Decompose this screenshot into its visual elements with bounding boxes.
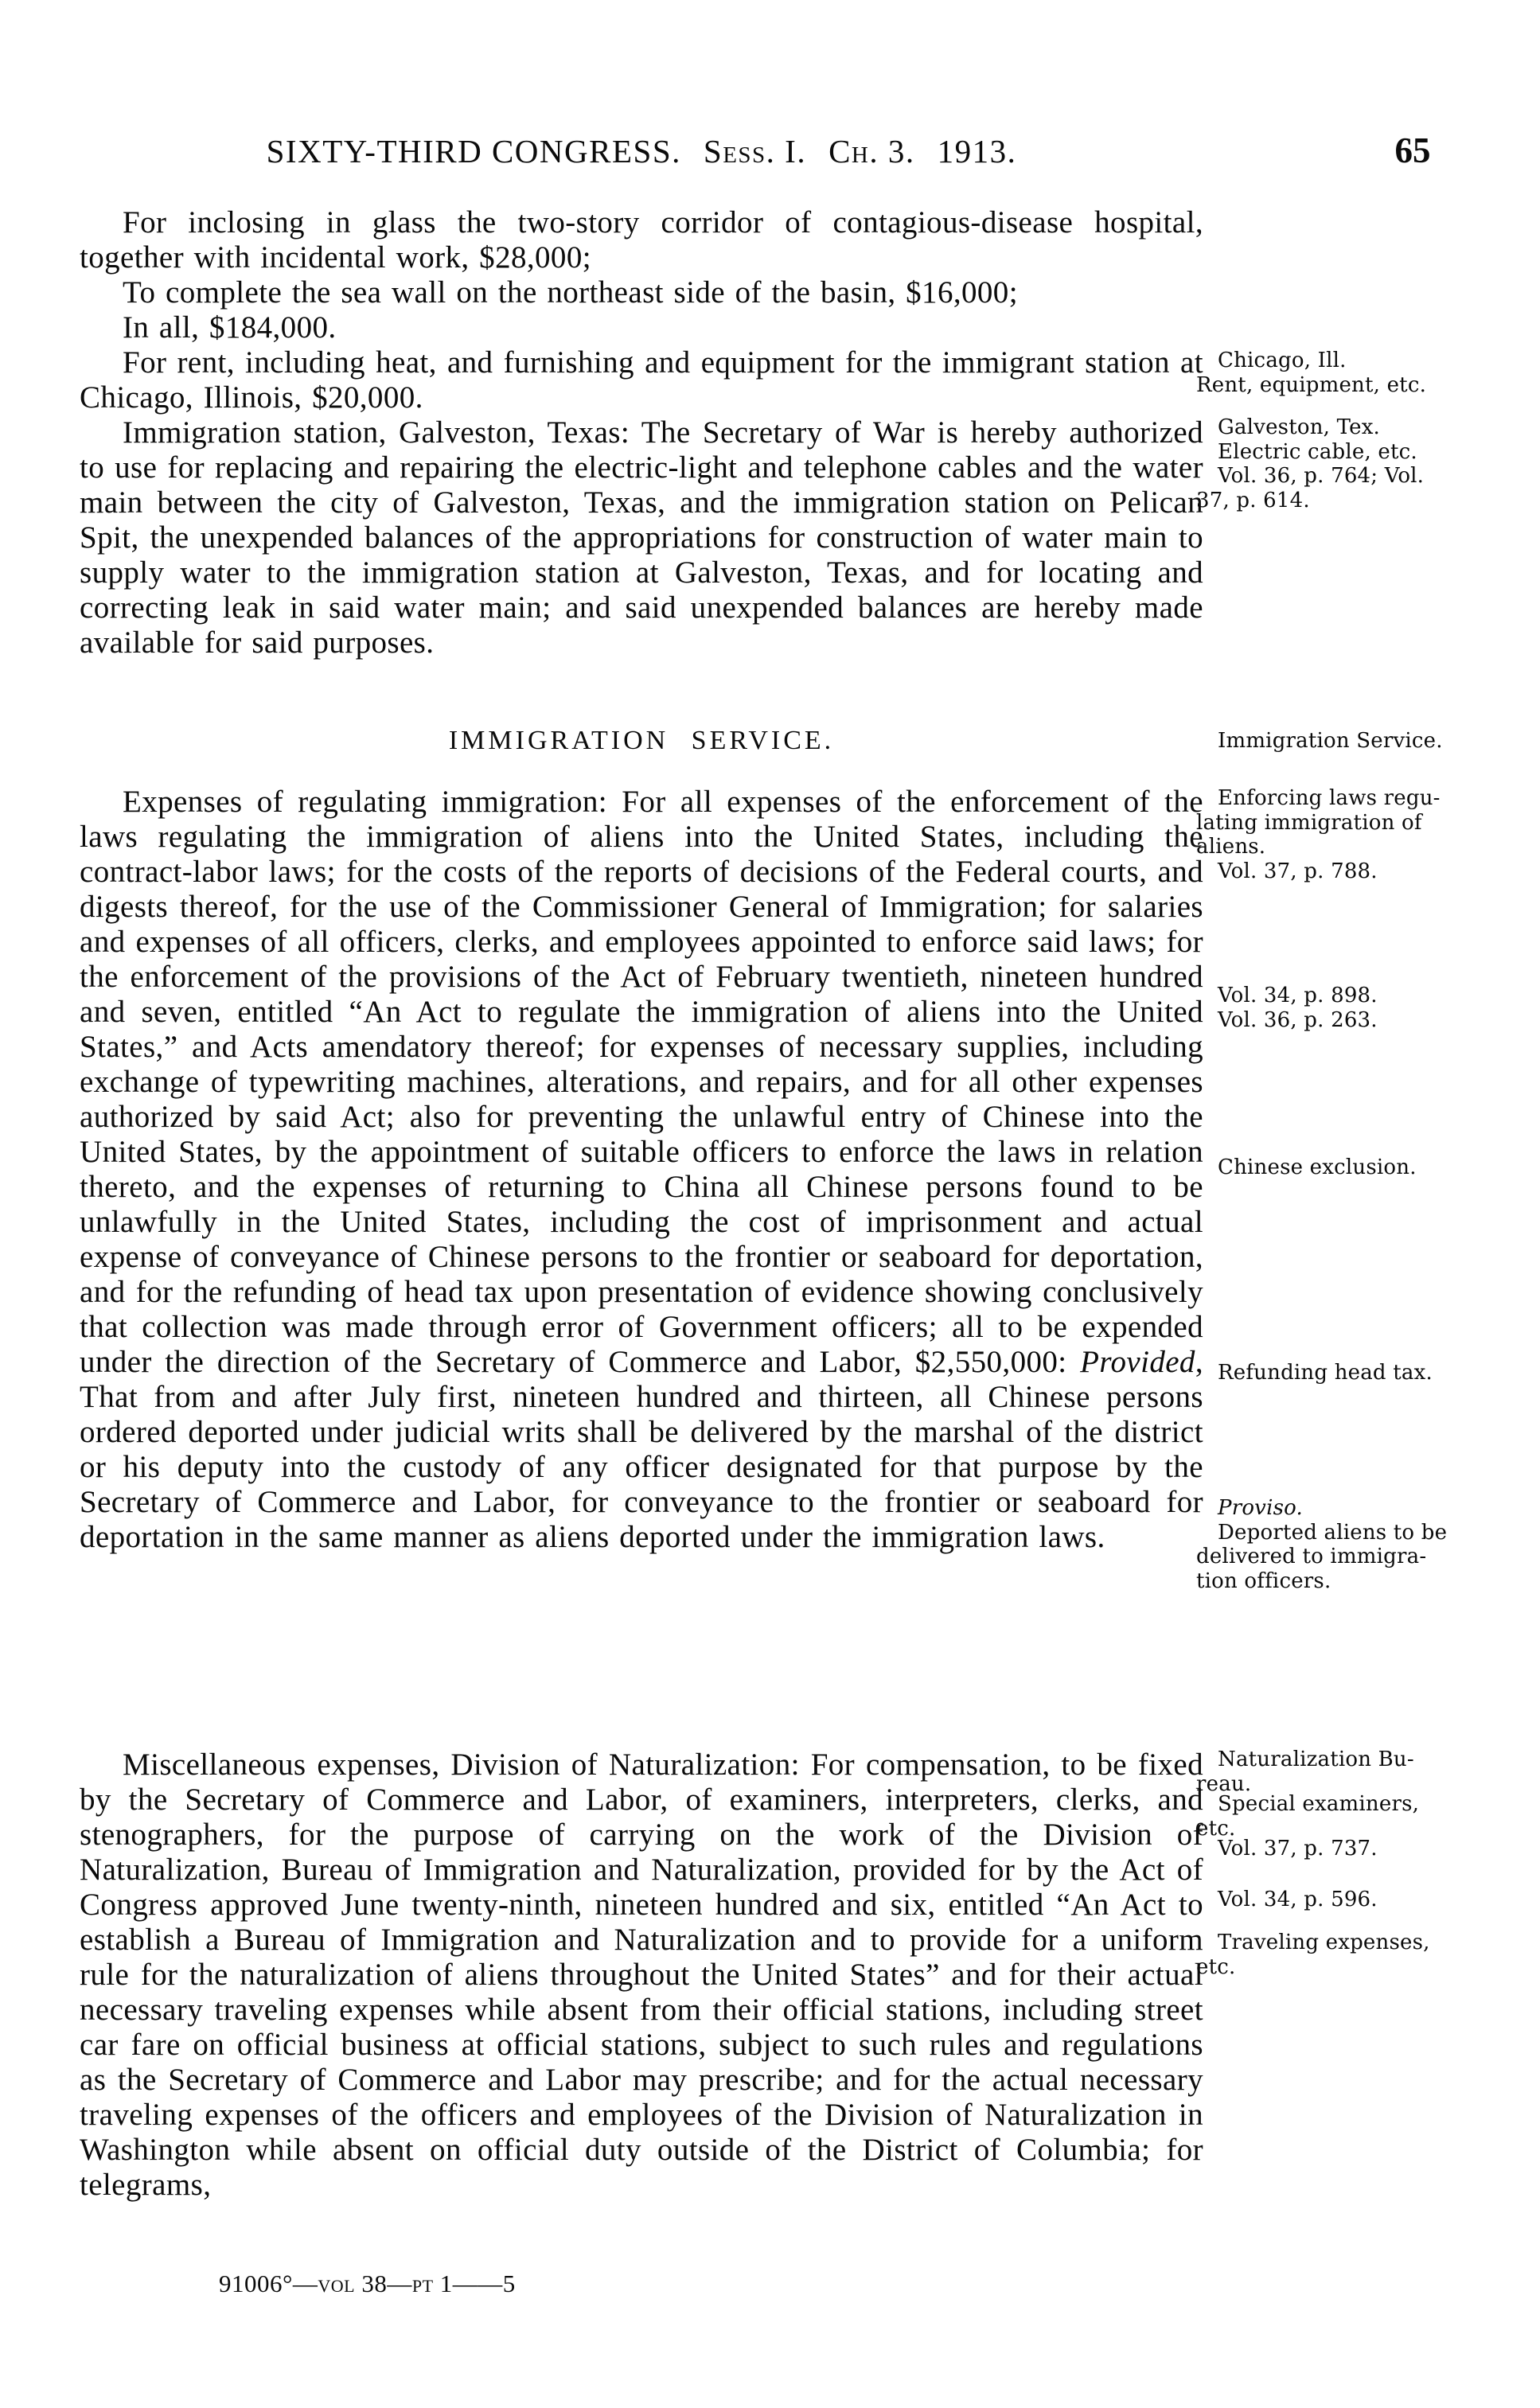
proviso-word: Provided — [1080, 1345, 1195, 1379]
paragraph-inclosing-glass: For inclosing in glass the two-story corridor of contagious-disease hospital, together with incidental work, $28,000; — [80, 205, 1203, 275]
margin-note-galveston — [1196, 415, 1534, 512]
margin-note-line: Immigration Service. — [1218, 729, 1443, 753]
margin-note-line: etc. — [1196, 1816, 1236, 1841]
print-signature-line: 91006°—vol 38—pt 1——5 — [219, 2270, 516, 2297]
margin-note-immigration-service — [1196, 729, 1534, 754]
immigration-expenses-block — [80, 785, 1203, 1555]
chapter-label: Ch. 3. — [828, 133, 915, 169]
margin-note-chicago — [1196, 349, 1534, 397]
margin-note-line: Enforcing laws regu- — [1218, 786, 1441, 810]
margin-note-naturalization-bureau — [1196, 1748, 1534, 1796]
margin-note-line: Vol. 37, p. 737. — [1218, 1837, 1378, 1861]
margin-note-line: Electric cable, etc. — [1218, 439, 1417, 464]
year-label: 1913. — [937, 133, 1017, 169]
margin-note-line: delivered to immigra- — [1196, 1545, 1427, 1568]
margin-note-refunding-head-tax — [1196, 1361, 1534, 1385]
intro-paragraphs — [80, 205, 1203, 660]
section-heading-immigration-service: IMMIGRATION SERVICE. — [448, 726, 835, 755]
margin-note-line: Proviso. — [1218, 1496, 1303, 1520]
paragraph-immigration-expenses — [80, 785, 1203, 1555]
margin-note-special-examiners — [1196, 1792, 1534, 1841]
margin-note-traveling-expenses — [1196, 1931, 1534, 1979]
margin-note-line: Deported aliens to be — [1218, 1520, 1448, 1545]
margin-note-line: Vol. 36, p. 764; Vol. — [1218, 464, 1425, 488]
immigration-text-before-proviso: Expenses of regulating immigration: For all expenses of the enforcement of the laws regulating the immigration of aliens into the United States, including the contract-labor laws; for the costs of the reports of decisions of the Federal courts, and digests thereof, for the use of the Commissioner General of Immigration; for salaries and expenses of all officers, clerks, and employees appointed to enforce said laws; for the enforcement of the provisions of the Act of February twentieth, nineteen hundred and seven, entitled “An Act to regulate the immigration of aliens into the United States,” and Acts amendatory thereof; for expenses of necessary supplies, including exchange of typewriting machines, alterations, and repairs, and for all other expenses authorized by said Act; also for preventing the unlawful entry of Chinese into the United States, by the appointment of suitable officers to enforce the laws in relation thereto, and the expenses of returning to China all Chinese persons found to be unlawfully in the United States, including the cost of imprisonment and actual expense of conveyance of Chinese persons to the frontier or seaboard for deportation, and for the refunding of head tax upon presentation of evidence showing conclusively that collection was made through error of Government officers; all to be expended under the direction of the Secretary of Commerce and Labor, $2,550,000: — [80, 785, 1203, 1379]
margin-note-line: Vol. 34, p. 898. — [1218, 984, 1378, 1007]
margin-note-line: lating immigration of — [1196, 810, 1422, 835]
paragraph-in-all-total: In all, $184,000. — [123, 310, 337, 345]
running-head — [80, 132, 1203, 170]
congress-title: SIXTY-THIRD CONGRESS. — [266, 133, 681, 169]
paragraph-chicago-rent: For rent, including heat, and furnishing and equipment for the immigrant station at Chicago, Illinois, $20,000. — [80, 345, 1203, 415]
margin-note-line: Naturalization Bu- — [1218, 1748, 1414, 1771]
margin-note-line: Vol. 37, p. 788. — [1218, 859, 1378, 883]
paragraph-galveston-station: Immigration station, Galveston, Texas: The Secretary of War is hereby authorized to use for replacing and repairing the electric-light and telephone cables and the water main between the city of Galveston, Texas, and the immigration station on Pelican Spit, the unexpended balances of the appropriations for construction of water main to supply water to the immigration station at Galveston, Texas, and for locating and correcting leak in said water main; and said unexpended balances are hereby made available for said purposes. — [80, 415, 1203, 660]
margin-note-line: Vol. 34, p. 596. — [1218, 1888, 1378, 1911]
margin-note-line: Refunding head tax. — [1218, 1361, 1433, 1385]
margin-note-line: 37, p. 614. — [1196, 488, 1310, 512]
margin-note-line: tion officers. — [1196, 1568, 1331, 1593]
margin-note-line: Traveling expenses, — [1218, 1931, 1430, 1954]
paragraph-naturalization-expenses: Miscellaneous expenses, Division of Naturalization: For compensation, to be fixed by the Secretary of Commerce and Labor, of examiners, interpreters, clerks, and stenographers, for the purpose of carrying on the work of the Division of Naturalization, Bureau of Immigration and Naturalization, provided for by the Act of Congress approved June twenty-ninth, nineteen hundred and six, entitled “An Act to establish a Bureau of Immigration and Naturalization and to provide for a uniform rule for the naturalization of aliens throughout the United States” and for their actual necessary traveling expenses while absent from their official stations, including street car fare on official business at official stations, subject to such rules and regulations as the Secretary of Commerce and Labor may prescribe; and for the actual necessary traveling expenses of the officers and employees of the Division of Naturalization in Washington while absent on official duty outside of the District of Columbia; for telegrams, — [80, 1748, 1203, 2202]
margin-note-line: etc. — [1196, 1954, 1236, 1979]
margin-note-line: Galveston, Tex. — [1218, 415, 1381, 439]
margin-note-line: aliens. — [1196, 835, 1266, 859]
margin-note-line: Chinese exclusion. — [1218, 1155, 1417, 1179]
margin-note-vol-37-737 — [1196, 1837, 1534, 1861]
margin-note-proviso-deported-aliens — [1196, 1496, 1534, 1593]
margin-note-line: Chicago, Ill. — [1218, 349, 1347, 372]
margin-note-vol-34-596 — [1196, 1888, 1534, 1912]
paragraph-sea-wall: To complete the sea wall on the northeast side of the basin, $16,000; — [123, 275, 1018, 310]
margin-note-line: Special examiners, — [1218, 1792, 1420, 1816]
page-number: 65 — [1394, 131, 1431, 170]
margin-note-vol-citations — [1196, 984, 1534, 1032]
margin-note-line: Rent, equipment, etc. — [1196, 372, 1427, 397]
margin-note-chinese-exclusion — [1196, 1155, 1534, 1180]
margin-note-line: Vol. 36, p. 263. — [1218, 1007, 1378, 1032]
margin-note-line: reau. — [1196, 1771, 1252, 1796]
naturalization-expenses-block — [80, 1748, 1203, 2203]
immigration-text-after-proviso: , That from and after July first, nineteen hundred and thirteen, all Chinese persons ordered deported under judicial writs shall be delivered by the marshal of the district or his deputy into the custody of any officer designated for that purpose by the Secretary of Commerce and Labor, for conveyance to the frontier or seaboard for deportation in the same manner as aliens deported under the immigration laws. — [80, 1345, 1203, 1554]
session-label: Sess. I. — [703, 133, 807, 169]
margin-note-enforcing-laws — [1196, 786, 1534, 883]
